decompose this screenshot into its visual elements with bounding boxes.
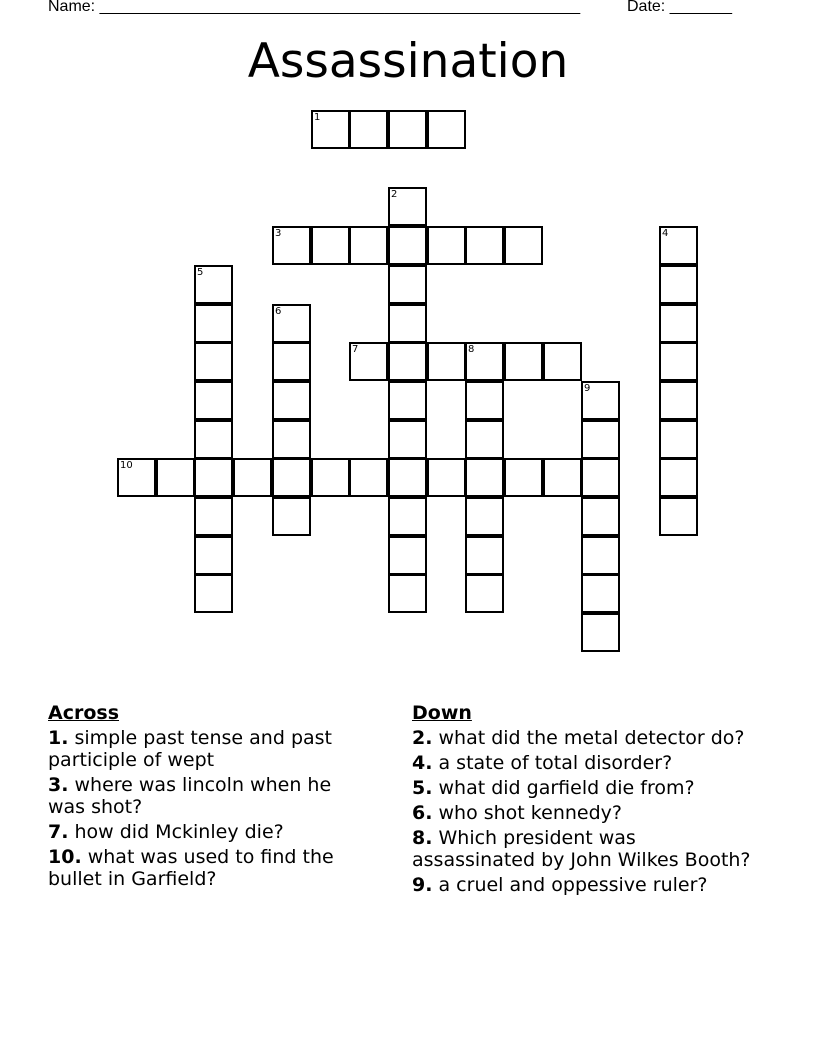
grid-cell[interactable]	[388, 110, 427, 149]
across-heading: Across	[48, 702, 120, 724]
grid-cell[interactable]	[272, 420, 311, 459]
grid-cell[interactable]	[465, 226, 504, 265]
grid-cell[interactable]	[427, 110, 466, 149]
clue-number: 6.	[412, 802, 433, 824]
grid-cell[interactable]	[388, 497, 427, 536]
clue-number: 5.	[412, 777, 433, 799]
clue-number-label: 9	[584, 383, 591, 394]
grid-cell[interactable]	[581, 420, 620, 459]
grid-cell[interactable]	[465, 574, 504, 613]
clue-number-label: 4	[662, 228, 669, 239]
clue-text: how did Mckinley die?	[74, 821, 284, 843]
grid-cell[interactable]	[427, 226, 466, 265]
clue-number-label: 2	[391, 189, 398, 200]
clue-text: what did the metal detector do?	[438, 727, 745, 749]
down-clue	[412, 727, 752, 749]
grid-cell[interactable]	[272, 304, 311, 343]
clue-text: what did garfield die from?	[438, 777, 695, 799]
grid-cell[interactable]	[311, 458, 350, 497]
across-clue	[48, 846, 368, 890]
grid-cell[interactable]	[465, 536, 504, 575]
grid-cell[interactable]	[194, 574, 233, 613]
grid-cell[interactable]	[581, 536, 620, 575]
grid-cell[interactable]	[349, 226, 388, 265]
clue-number-label: 7	[352, 344, 359, 355]
clue-text: a state of total disorder?	[438, 752, 673, 774]
grid-cell[interactable]	[194, 304, 233, 343]
puzzle-title: Assassination	[247, 34, 569, 89]
grid-cell[interactable]	[194, 458, 233, 497]
grid-cell[interactable]	[156, 458, 195, 497]
grid-cell[interactable]	[659, 458, 698, 497]
grid-cell[interactable]	[388, 536, 427, 575]
down-clue	[412, 752, 752, 774]
grid-cell[interactable]	[465, 458, 504, 497]
down-clue	[412, 827, 752, 871]
clue-text: what was used to find the bullet in Garfield?	[48, 846, 334, 890]
grid-cell[interactable]	[504, 342, 543, 381]
grid-cell[interactable]	[194, 265, 233, 304]
grid-cell[interactable]	[272, 226, 311, 265]
down-heading: Down	[412, 702, 472, 724]
clue-text: who shot kennedy?	[438, 802, 622, 824]
grid-cell[interactable]	[659, 265, 698, 304]
grid-cell[interactable]	[194, 536, 233, 575]
across-clue	[48, 821, 368, 843]
clue-number: 7.	[48, 821, 69, 843]
grid-cell[interactable]	[581, 458, 620, 497]
grid-cell[interactable]	[388, 265, 427, 304]
grid-cell[interactable]	[388, 381, 427, 420]
grid-cell[interactable]	[504, 226, 543, 265]
across-clue	[48, 774, 368, 818]
grid-cell[interactable]	[311, 226, 350, 265]
clue-text: simple past tense and past participle of wept	[48, 727, 332, 771]
clue-number: 4.	[412, 752, 433, 774]
grid-cell[interactable]	[659, 304, 698, 343]
grid-cell[interactable]	[659, 420, 698, 459]
clue-number: 9.	[412, 874, 433, 896]
grid-cell[interactable]	[349, 110, 388, 149]
down-clue	[412, 777, 752, 799]
grid-cell[interactable]	[543, 458, 582, 497]
grid-cell[interactable]	[388, 342, 427, 381]
grid-cell[interactable]	[272, 342, 311, 381]
clue-number-label: 3	[275, 228, 282, 239]
grid-cell[interactable]	[272, 497, 311, 536]
grid-cell[interactable]	[465, 381, 504, 420]
name-field[interactable]: Name: ______________________________________________________	[48, 0, 581, 15]
clue-text: where was lincoln when he was shot?	[48, 774, 332, 818]
grid-cell[interactable]	[194, 381, 233, 420]
clue-number-label: 5	[197, 267, 204, 278]
grid-cell[interactable]	[388, 304, 427, 343]
grid-cell[interactable]	[543, 342, 582, 381]
grid-cell[interactable]	[581, 497, 620, 536]
grid-cell[interactable]	[388, 574, 427, 613]
grid-cell[interactable]	[504, 458, 543, 497]
grid-cell[interactable]	[388, 226, 427, 265]
grid-cell[interactable]	[465, 342, 504, 381]
grid-cell[interactable]	[272, 381, 311, 420]
grid-cell[interactable]	[659, 497, 698, 536]
across-clue	[48, 727, 368, 771]
clue-text: a cruel and oppessive ruler?	[438, 874, 708, 896]
clue-number-label: 6	[275, 306, 282, 317]
down-clue	[412, 802, 752, 824]
grid-cell[interactable]	[117, 458, 156, 497]
grid-cell[interactable]	[194, 342, 233, 381]
grid-cell[interactable]	[659, 226, 698, 265]
grid-cell[interactable]	[194, 497, 233, 536]
grid-cell[interactable]	[659, 381, 698, 420]
grid-cell[interactable]	[465, 420, 504, 459]
grid-cell[interactable]	[659, 342, 698, 381]
grid-cell[interactable]	[581, 574, 620, 613]
across-clues	[48, 702, 368, 893]
clue-number-label: 10	[120, 460, 133, 471]
grid-cell[interactable]	[272, 458, 311, 497]
grid-cell[interactable]	[465, 497, 504, 536]
down-clues	[412, 702, 752, 899]
grid-cell[interactable]	[349, 458, 388, 497]
clue-number: 2.	[412, 727, 433, 749]
grid-cell[interactable]	[233, 458, 272, 497]
grid-cell[interactable]	[581, 381, 620, 420]
clue-text: Which president was assassinated by John Wilkes Booth?	[412, 827, 751, 871]
grid-cell[interactable]	[194, 420, 233, 459]
grid-cell[interactable]	[427, 458, 466, 497]
grid-cell[interactable]	[388, 187, 427, 226]
down-clue	[412, 874, 752, 896]
clue-number: 10.	[48, 846, 82, 868]
grid-cell[interactable]	[388, 420, 427, 459]
grid-cell[interactable]	[349, 342, 388, 381]
clue-number-label: 1	[314, 112, 321, 123]
clue-number-label: 8	[468, 344, 475, 355]
clue-number: 1.	[48, 727, 69, 749]
date-field[interactable]: Date: _______	[627, 0, 732, 15]
grid-cell[interactable]	[427, 342, 466, 381]
grid-cell[interactable]	[388, 458, 427, 497]
grid-cell[interactable]	[311, 110, 350, 149]
grid-cell[interactable]	[581, 613, 620, 652]
clue-number: 8.	[412, 827, 433, 849]
clue-number: 3.	[48, 774, 69, 796]
